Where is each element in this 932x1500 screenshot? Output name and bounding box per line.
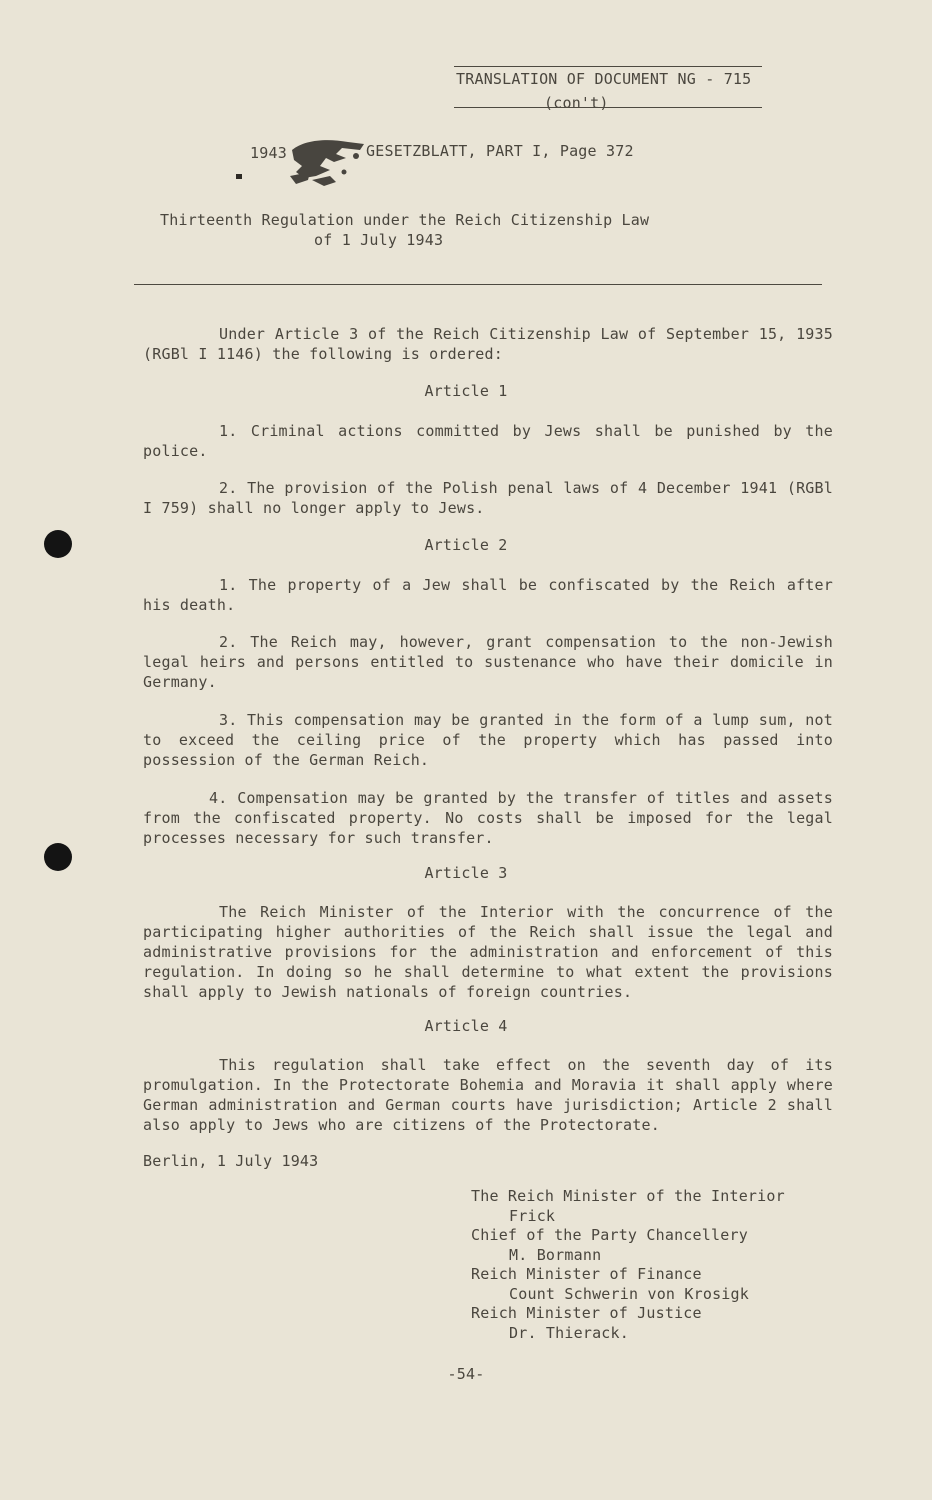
title-line-2: of 1 July 1943	[314, 231, 444, 249]
article-2-para-1-text: 1. The property of a Jew shall be confiscated by the Reich after his death.	[143, 576, 833, 614]
signature-name: Frick	[509, 1206, 556, 1225]
signature-block	[471, 1187, 785, 1343]
article-1-para-1	[143, 421, 833, 461]
article-1-para-2	[143, 478, 833, 518]
article-1-para-2-text: 2. The provision of the Polish penal laws of 4 December 1941 (RGBl I 759) shall no longer apply to Jews.	[143, 479, 833, 517]
signature-name: M. Bormann	[509, 1245, 602, 1264]
signature-title: The Reich Minister of the Interior	[471, 1187, 785, 1205]
article-3-para-1-text: The Reich Minister of the Interior with the concurrence of the participating higher authorities of the Reich shall issue the legal and administrative provisions for the administration and enforcement of this regulation. In doing so he shall determine to what extent the provisions shall apply to Jewish nationals of foreign countries.	[143, 903, 833, 1001]
signature-title: Reich Minister of Justice	[471, 1304, 702, 1322]
article-3-heading: Article 3	[424, 864, 508, 882]
article-2-para-2	[143, 632, 833, 692]
article-3-para-1	[143, 902, 833, 1002]
article-2-heading: Article 2	[424, 536, 508, 554]
source-year: 1943	[250, 144, 287, 162]
article-1-heading: Article 1	[424, 382, 508, 400]
stray-mark	[236, 174, 242, 179]
translation-line: TRANSLATION OF DOCUMENT NG - 715	[456, 70, 752, 88]
preamble-text: Under Article 3 of the Reich Citizenship Law of September 15, 1935 (RGBl I 1146) the following is ordered:	[143, 325, 833, 363]
place-date: Berlin, 1 July 1943	[143, 1152, 319, 1170]
header-rule-top	[454, 66, 762, 67]
signature-title: Chief of the Party Chancellery	[471, 1226, 748, 1244]
signature-name: Dr. Thierack.	[509, 1323, 629, 1342]
article-2-para-3	[143, 710, 833, 770]
article-4-para-1-text: This regulation shall take effect on the seventh day of its promulgation. In the Protectorate Bohemia and Moravia it shall apply where German administration and German courts have jurisdiction; Article 2 shall also apply to Jews who are citizens of the Protectorate.	[143, 1056, 833, 1134]
stamp-icon	[286, 132, 372, 192]
preamble	[143, 324, 833, 364]
title-separator	[134, 284, 822, 285]
cont-line: (con't)	[544, 94, 609, 112]
article-4-para-1	[143, 1055, 833, 1135]
stamp-mark	[286, 132, 372, 192]
article-2-para-2-text: 2. The Reich may, however, grant compensation to the non-Jewish legal heirs and persons entitled to sustenance who have their domicile in Germany.	[143, 633, 833, 691]
article-2-para-3-text: 3. This compensation may be granted in the form of a lump sum, not to exceed the ceiling price of the property which has passed into possession of the German Reich.	[143, 711, 833, 769]
article-2-para-1	[143, 575, 833, 615]
article-2-para-4-text: 4. Compensation may be granted by the transfer of titles and assets from the confiscated property. No costs shall be imposed for the legal processes necessary for such transfer.	[143, 789, 833, 847]
article-2-para-4	[143, 788, 833, 848]
article-4-heading: Article 4	[424, 1017, 508, 1035]
page-number: -54-	[447, 1365, 485, 1383]
article-1-para-1-text: 1. Criminal actions committed by Jews shall be punished by the police.	[143, 422, 833, 460]
title-line-1: Thirteenth Regulation under the Reich Citizenship Law	[160, 211, 650, 229]
header-rule-bottom	[454, 107, 762, 108]
signature-name: Count Schwerin von Krosigk	[509, 1284, 749, 1303]
signature-title: Reich Minister of Finance	[471, 1265, 702, 1283]
source-gazette: GESETZBLATT, PART I, Page 372	[366, 142, 634, 160]
